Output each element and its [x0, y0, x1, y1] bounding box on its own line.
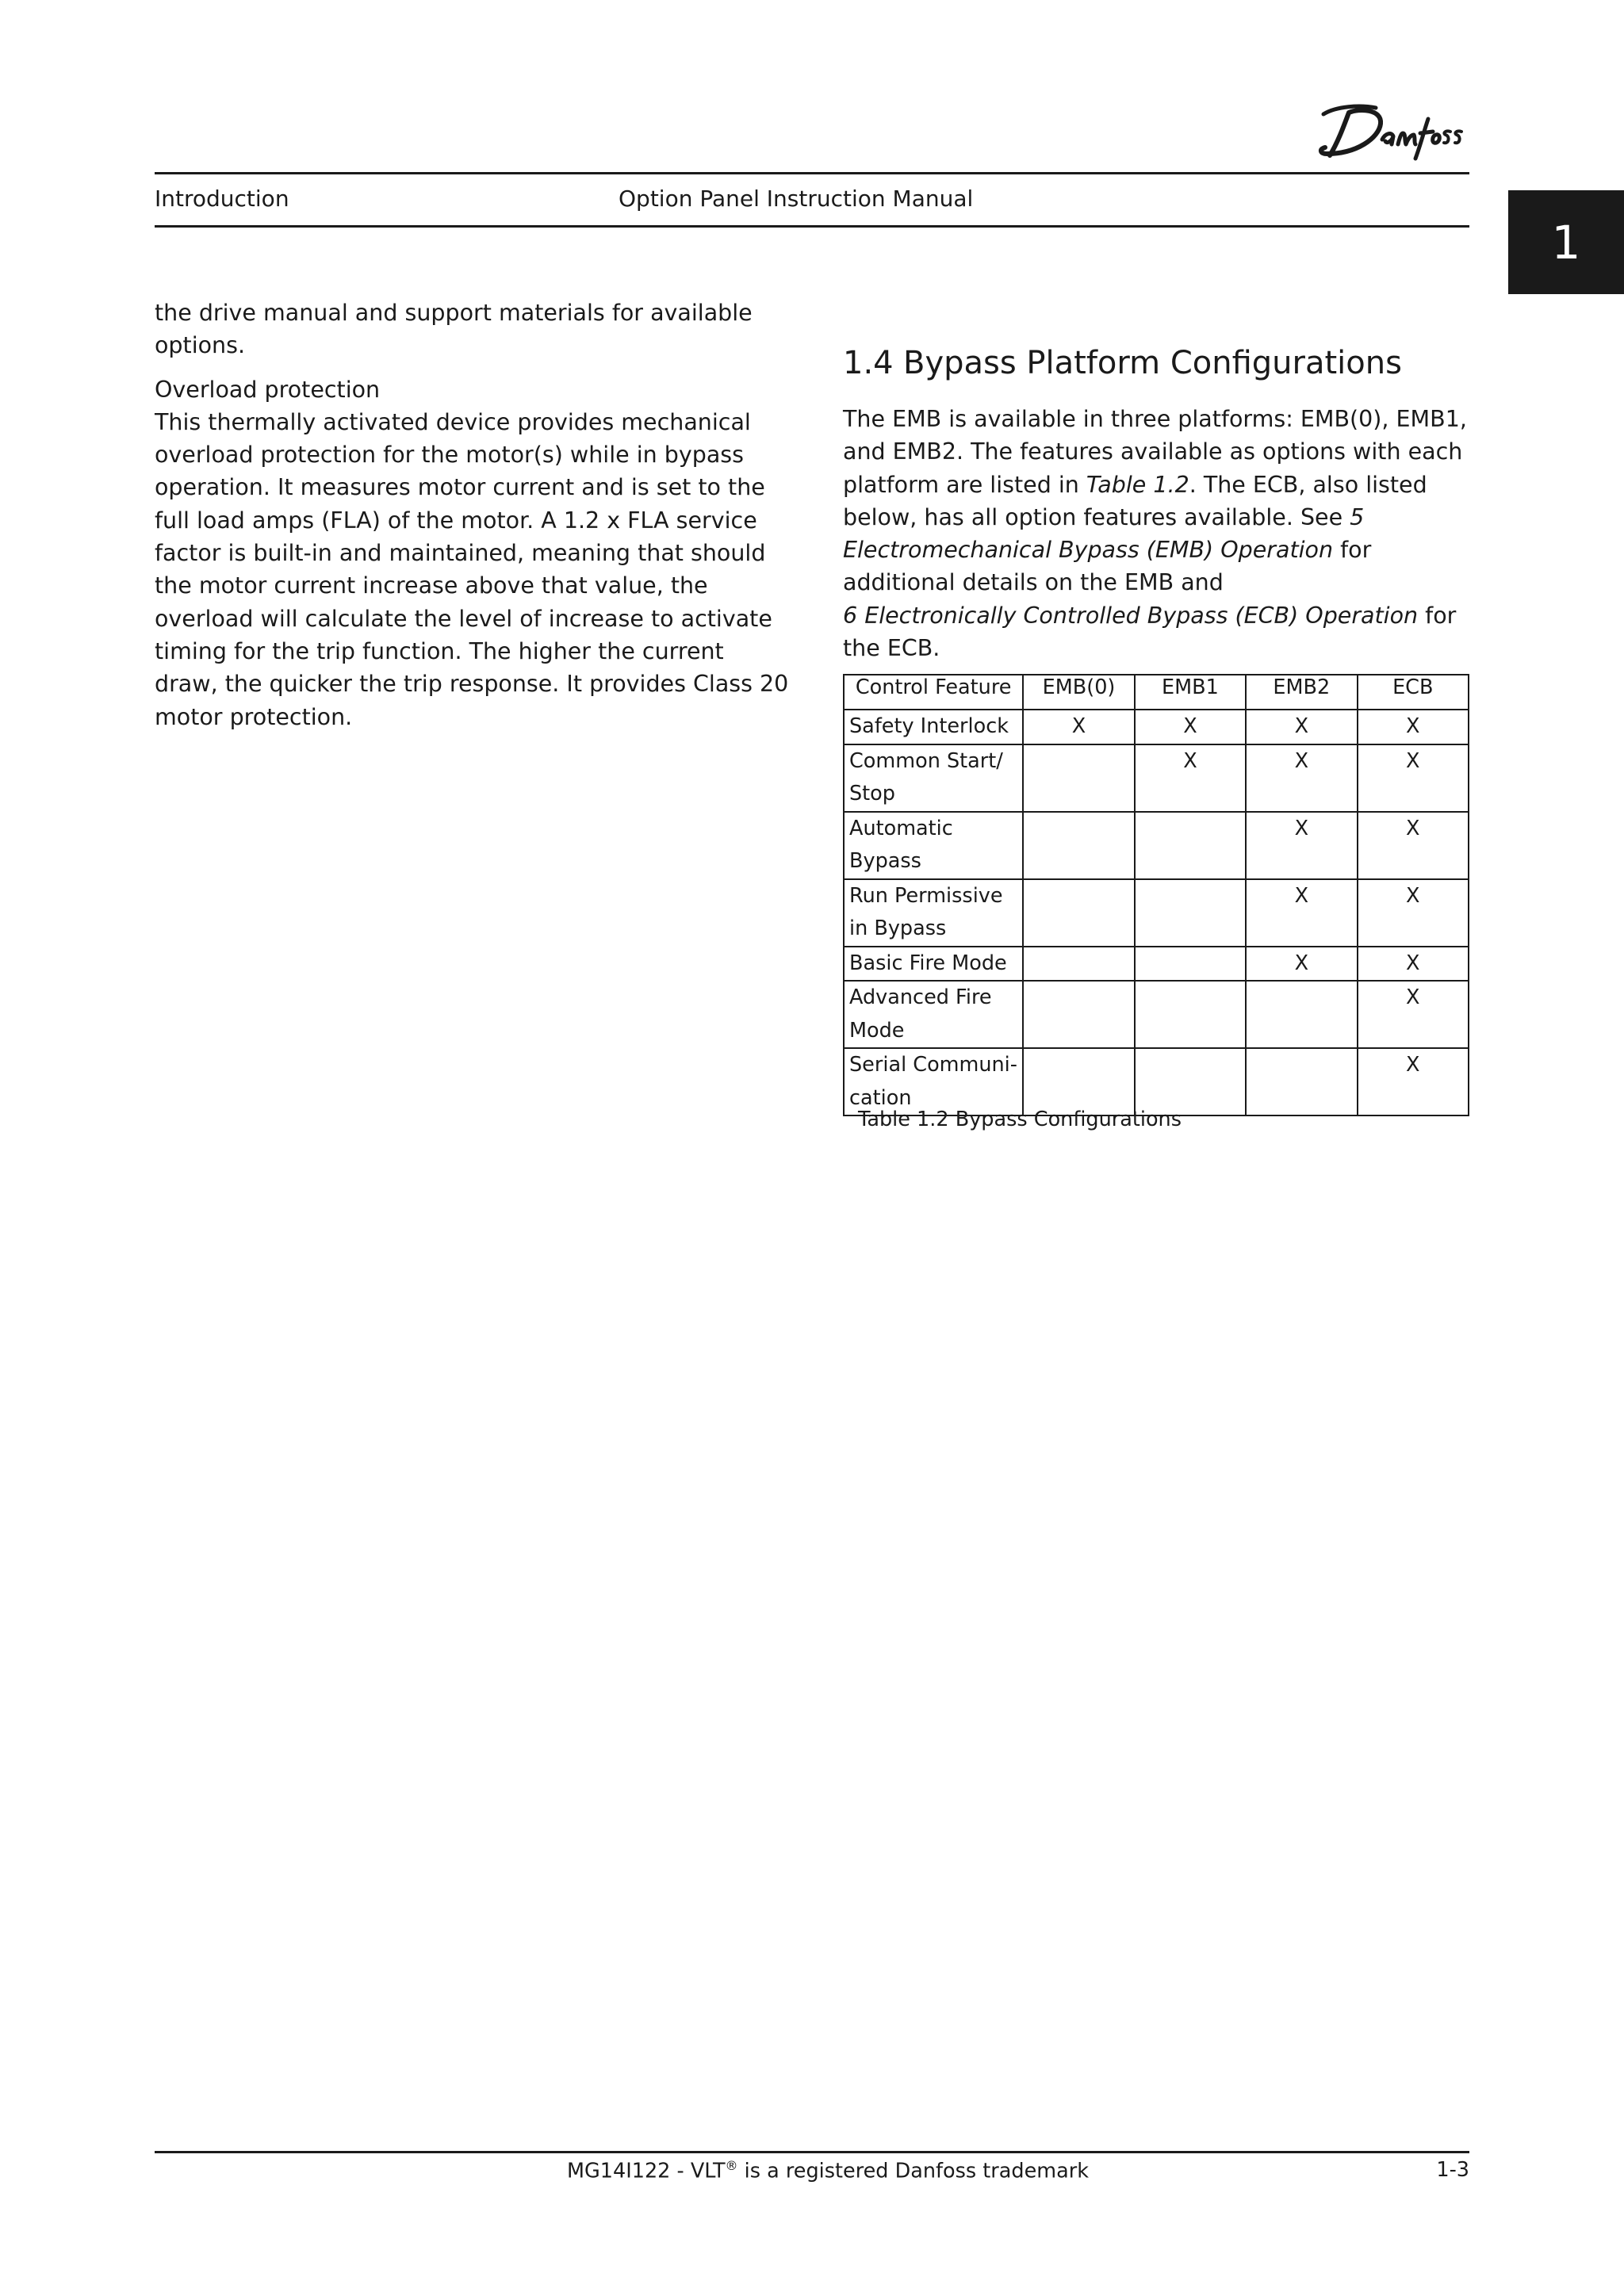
section-number: 1.4	[843, 345, 894, 381]
intro-text: for additional details on the EMB and	[843, 537, 1372, 596]
header-rule-bottom	[155, 225, 1469, 228]
intro-text: The EMB is available in three platforms: EMB(0), EMB1, and EMB2. The features available as options with each platform are listed in	[843, 406, 1467, 498]
table-row	[844, 710, 1469, 744]
table-cell: X	[1246, 744, 1357, 812]
feature-cell: Basic Fire Mode	[844, 947, 1023, 982]
table-cell: X	[1358, 710, 1469, 744]
table-cell: X	[1358, 947, 1469, 982]
feature-cell: Safety Interlock	[844, 710, 1023, 744]
footer-trademark-notice	[567, 2158, 1089, 2183]
table-cell	[1246, 1048, 1357, 1115]
table-caption: Table 1.2 Bypass Configurations	[858, 1108, 1182, 1131]
table-cell: X	[1358, 744, 1469, 812]
table-header-cell: EMB2	[1246, 675, 1357, 710]
table-header-cell: EMB1	[1135, 675, 1246, 710]
table-row	[844, 1048, 1469, 1115]
table-reference: Table 1.2	[1086, 471, 1189, 498]
feature-cell: Common Start/ Stop	[844, 744, 1023, 812]
table-row	[844, 744, 1469, 812]
registered-mark: ®	[725, 2158, 738, 2173]
ecb-chapter-reference: 6 Electronically Controlled Bypass (ECB) Operation	[843, 602, 1419, 629]
table-cell	[1023, 879, 1134, 947]
chapter-tab	[1508, 190, 1624, 294]
right-column	[843, 341, 1469, 664]
table-cell	[1135, 947, 1246, 982]
table-cell	[1023, 744, 1134, 812]
table-cell: X	[1246, 710, 1357, 744]
header-rule-top	[155, 172, 1469, 174]
page-number: 1-3	[1436, 2158, 1469, 2182]
emb-chapter-reference: 5 Electromechanical Bypass (EMB) Operation	[843, 503, 1365, 564]
table-cell: X	[1358, 812, 1469, 879]
table-cell	[1135, 812, 1246, 879]
table-row	[844, 947, 1469, 982]
table-cell: X	[1358, 879, 1469, 947]
table-cell	[1023, 947, 1134, 982]
table-cell: X	[1246, 812, 1357, 879]
table-header-cell: Control Feature	[844, 675, 1023, 710]
running-header-section: Introduction	[155, 186, 289, 212]
table-row	[844, 981, 1469, 1048]
bypass-configurations-table	[843, 674, 1469, 1116]
table-cell: X	[1358, 1048, 1469, 1115]
table-row	[844, 879, 1469, 947]
table-cell: X	[1135, 710, 1246, 744]
intro-text: . The ECB, also listed below, has all option features available. See	[843, 471, 1427, 530]
table-header-cell: EMB(0)	[1023, 675, 1134, 710]
trademark-text: is a registered Danfoss trademark	[737, 2159, 1089, 2183]
table-header-cell: ECB	[1358, 675, 1469, 710]
feature-cell: Serial Communi- cation	[844, 1048, 1023, 1115]
running-header-manual-title: Option Panel Instruction Manual	[619, 186, 974, 212]
table-row	[844, 812, 1469, 879]
table-cell	[1246, 981, 1357, 1048]
section-intro-paragraph	[843, 403, 1469, 664]
footer-rule	[155, 2151, 1469, 2153]
section-heading	[843, 341, 1469, 385]
left-column	[155, 297, 789, 733]
table-cell	[1023, 812, 1134, 879]
table-cell	[1023, 981, 1134, 1048]
danfoss-logo	[1312, 101, 1471, 162]
table-cell	[1135, 1048, 1246, 1115]
overload-protection-heading: Overload protection	[155, 376, 381, 403]
feature-cell: Automatic Bypass	[844, 812, 1023, 879]
chapter-number: 1	[1551, 215, 1581, 270]
document-id: MG14I122 - VLT	[567, 2159, 726, 2183]
table-cell: X	[1246, 879, 1357, 947]
table-header-row	[844, 675, 1469, 710]
continued-paragraph: the drive manual and support materials for available options.	[155, 300, 753, 359]
table-cell	[1135, 981, 1246, 1048]
intro-text: for the ECB.	[843, 602, 1457, 662]
table-cell: X	[1135, 744, 1246, 812]
table-cell	[1023, 1048, 1134, 1115]
table-cell: X	[1358, 981, 1469, 1048]
table-cell: X	[1246, 947, 1357, 982]
feature-cell: Run Permissive in Bypass	[844, 879, 1023, 947]
table-cell	[1135, 879, 1246, 947]
table-cell: X	[1023, 710, 1134, 744]
overload-protection-body: This thermally activated device provides mechanical overload protection for the motor(s) while in bypass operation. It measures motor current and is set to the full load amps (FLA) of the motor. A 1.2 x FLA service factor is built-in and maintained, meaning that should the motor current increase above that value, the overload will calculate the level of increase to activate timing for the trip function. The higher the current draw, the quicker the trip response. It provides Class 20 motor protection.	[155, 408, 789, 730]
feature-cell: Advanced Fire Mode	[844, 981, 1023, 1048]
section-title: Bypass Platform Configurations	[903, 345, 1402, 381]
